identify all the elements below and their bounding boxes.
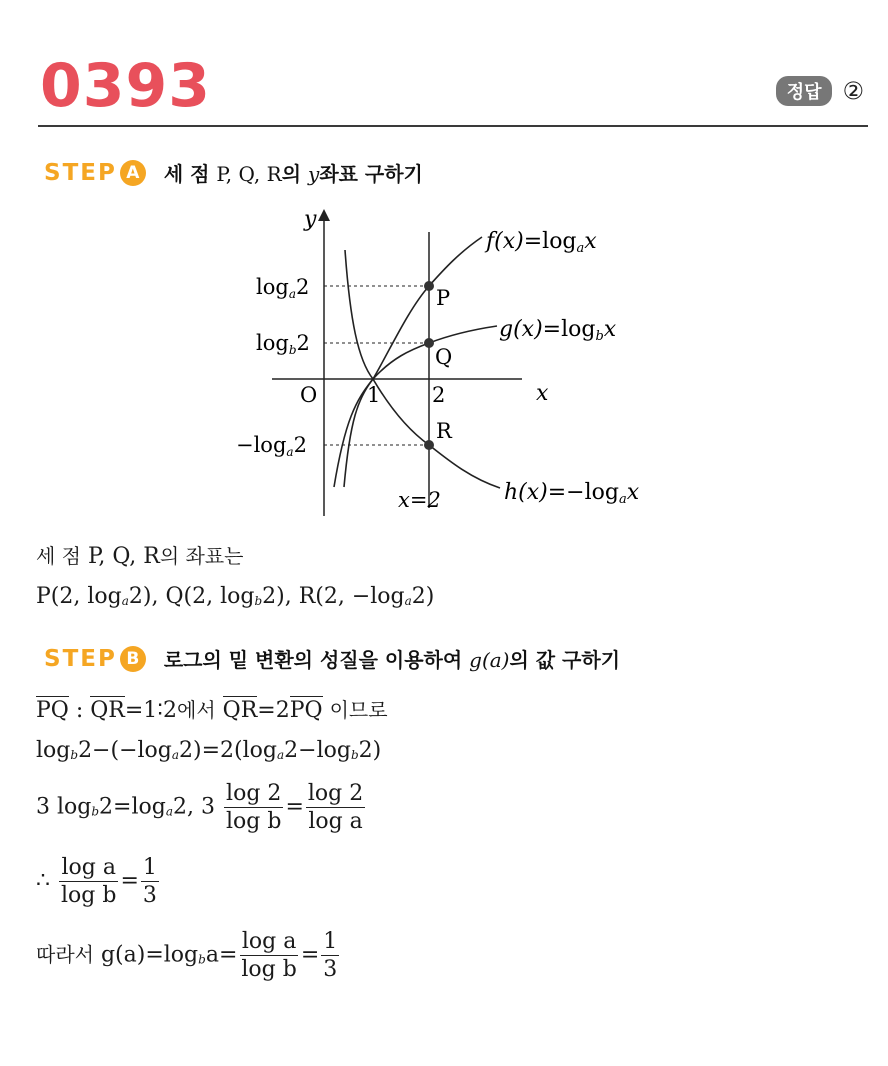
segment-PQ: PQ xyxy=(36,698,69,723)
step-b-title-func: g(a) xyxy=(469,648,510,672)
h-label: h(x)=−logax xyxy=(504,480,640,507)
final-f2-den: 3 xyxy=(323,957,338,983)
point-R-dot xyxy=(424,440,434,450)
point-Q-dot xyxy=(424,338,434,348)
eq1-b: 2−(−log xyxy=(78,738,172,763)
eq1-d-base: b xyxy=(350,748,359,762)
y-axis-label: y xyxy=(304,207,317,232)
answer-label-badge: 정답 xyxy=(776,76,833,106)
eq3-f2-den: 3 xyxy=(142,883,157,909)
tick-1-label: 1 xyxy=(367,383,381,407)
eq3-fraction-2 xyxy=(141,856,159,907)
rel-kr: 이므로 xyxy=(329,698,388,722)
coord-Q-base: b xyxy=(254,594,263,608)
point-P-dot xyxy=(424,281,434,291)
eq3-f2-num: 1 xyxy=(141,856,159,882)
step-a-title-suffix: 좌표 구하기 xyxy=(319,162,423,186)
eq2-b-base: a xyxy=(165,804,173,819)
eq1-e: 2) xyxy=(358,738,382,763)
step-b-title-suffix: 의 값 구하기 xyxy=(509,648,621,672)
eq1-c: 2)=2(log xyxy=(179,738,277,763)
eq2-a-base: b xyxy=(91,804,100,819)
point-R-label: R xyxy=(436,419,452,443)
step-a-badge: A xyxy=(120,160,146,186)
eq3-f1-den: log b xyxy=(61,883,117,909)
vline-label: x=2 xyxy=(398,488,441,512)
final-b: a= xyxy=(205,942,238,968)
origin-label: O xyxy=(300,383,318,407)
final-a: g(a)=log xyxy=(100,942,199,968)
g-label: g(x)=logbx xyxy=(499,317,617,344)
step-a-title-mid: 의 xyxy=(281,162,302,186)
coord-P: P(2, log xyxy=(36,584,122,609)
x-axis-label: x xyxy=(536,381,549,406)
coords-intro xyxy=(36,540,243,569)
eq2-f2-num: log 2 xyxy=(306,782,365,808)
eq1-a-base: b xyxy=(70,748,79,762)
coords-intro-suffix: 의 좌표는 xyxy=(159,544,244,568)
step-a-word: STEP xyxy=(44,159,117,186)
ratio-colon: : xyxy=(75,698,84,723)
tick-2-label: 2 xyxy=(432,383,446,407)
final-fraction-2 xyxy=(321,930,339,981)
y-label-loga2: loga2 xyxy=(256,275,310,301)
curve-f xyxy=(334,237,482,487)
step-b-title xyxy=(164,644,620,673)
ratio-value: =1∶2 xyxy=(124,698,178,723)
eq1-d: 2−log xyxy=(284,738,351,763)
eq2-f1-den: log b xyxy=(225,809,282,835)
equation-3 xyxy=(36,856,161,907)
final-f2-num: 1 xyxy=(321,930,339,956)
eq3-fraction-1 xyxy=(59,856,118,907)
coord-P-base: a xyxy=(121,594,129,608)
equation-1 xyxy=(36,738,381,763)
rel-eq: =2 xyxy=(257,698,290,723)
eq1-c-base: a xyxy=(277,748,285,762)
coords-intro-prefix: 세 점 xyxy=(36,544,81,568)
eq2-equals: = xyxy=(285,794,304,820)
ratio-kr: 에서 xyxy=(177,698,216,722)
final-f1-num: log a xyxy=(240,930,298,956)
coord-Q: Q(2, log xyxy=(165,584,255,609)
coords-values xyxy=(36,584,434,609)
coord-R-end: 2) xyxy=(411,584,435,609)
final-kr: 따라서 xyxy=(36,942,94,967)
eq2-a: 3 log xyxy=(36,794,92,820)
answer-value: ② xyxy=(842,77,864,105)
eq2-b: 2=log xyxy=(99,794,166,820)
segment-PQ-2: PQ xyxy=(289,698,323,723)
f-label: f(x)=logax xyxy=(486,229,597,256)
step-b-word: STEP xyxy=(44,645,117,672)
y-label-logb2: logb2 xyxy=(256,331,310,357)
eq2-fraction-1 xyxy=(224,782,283,833)
log-graph xyxy=(0,0,888,530)
coord-P-end: 2), xyxy=(128,584,159,609)
eq2-c: 2, 3 xyxy=(173,794,215,820)
equation-2 xyxy=(36,782,367,833)
coords-intro-points: P, Q, R xyxy=(88,544,160,569)
step-b-heading xyxy=(44,644,620,673)
final-fraction-1 xyxy=(239,930,298,981)
eq3-equals: = xyxy=(120,868,139,894)
step-b-title-prefix: 로그의 밑 변환의 성질을 이용하여 xyxy=(163,648,463,672)
y-label-neg-loga2: −loga2 xyxy=(236,433,307,459)
eq3-f1-num: log a xyxy=(59,856,117,882)
segment-QR: QR xyxy=(90,698,125,723)
step-a-title-var: y xyxy=(308,162,320,186)
eq1-b-base: a xyxy=(171,748,180,762)
step-a-title-prefix: 세 점 xyxy=(163,162,210,186)
problem-number: 0393 xyxy=(40,51,211,121)
final-f1-den: log b xyxy=(241,957,297,983)
coord-R: R(2, −log xyxy=(298,584,405,609)
final-equals: = xyxy=(300,942,320,968)
therefore-symbol: ∴ xyxy=(36,868,50,894)
coord-R-base: a xyxy=(404,594,412,608)
coord-Q-end: 2), xyxy=(262,584,292,609)
eq2-fraction-2 xyxy=(306,782,365,833)
step-a-title-points: P, Q, R xyxy=(216,162,282,186)
point-Q-label: Q xyxy=(435,345,453,369)
eq1-a: log xyxy=(36,738,71,763)
point-P-label: P xyxy=(436,286,451,310)
segment-QR-2: QR xyxy=(222,698,258,723)
final-answer xyxy=(36,930,341,981)
ratio-line xyxy=(36,694,388,723)
eq2-f2-den: log a xyxy=(308,809,363,835)
final-base: b xyxy=(198,952,206,967)
eq2-f1-num: log 2 xyxy=(224,782,283,808)
step-b-badge: B xyxy=(120,646,146,672)
